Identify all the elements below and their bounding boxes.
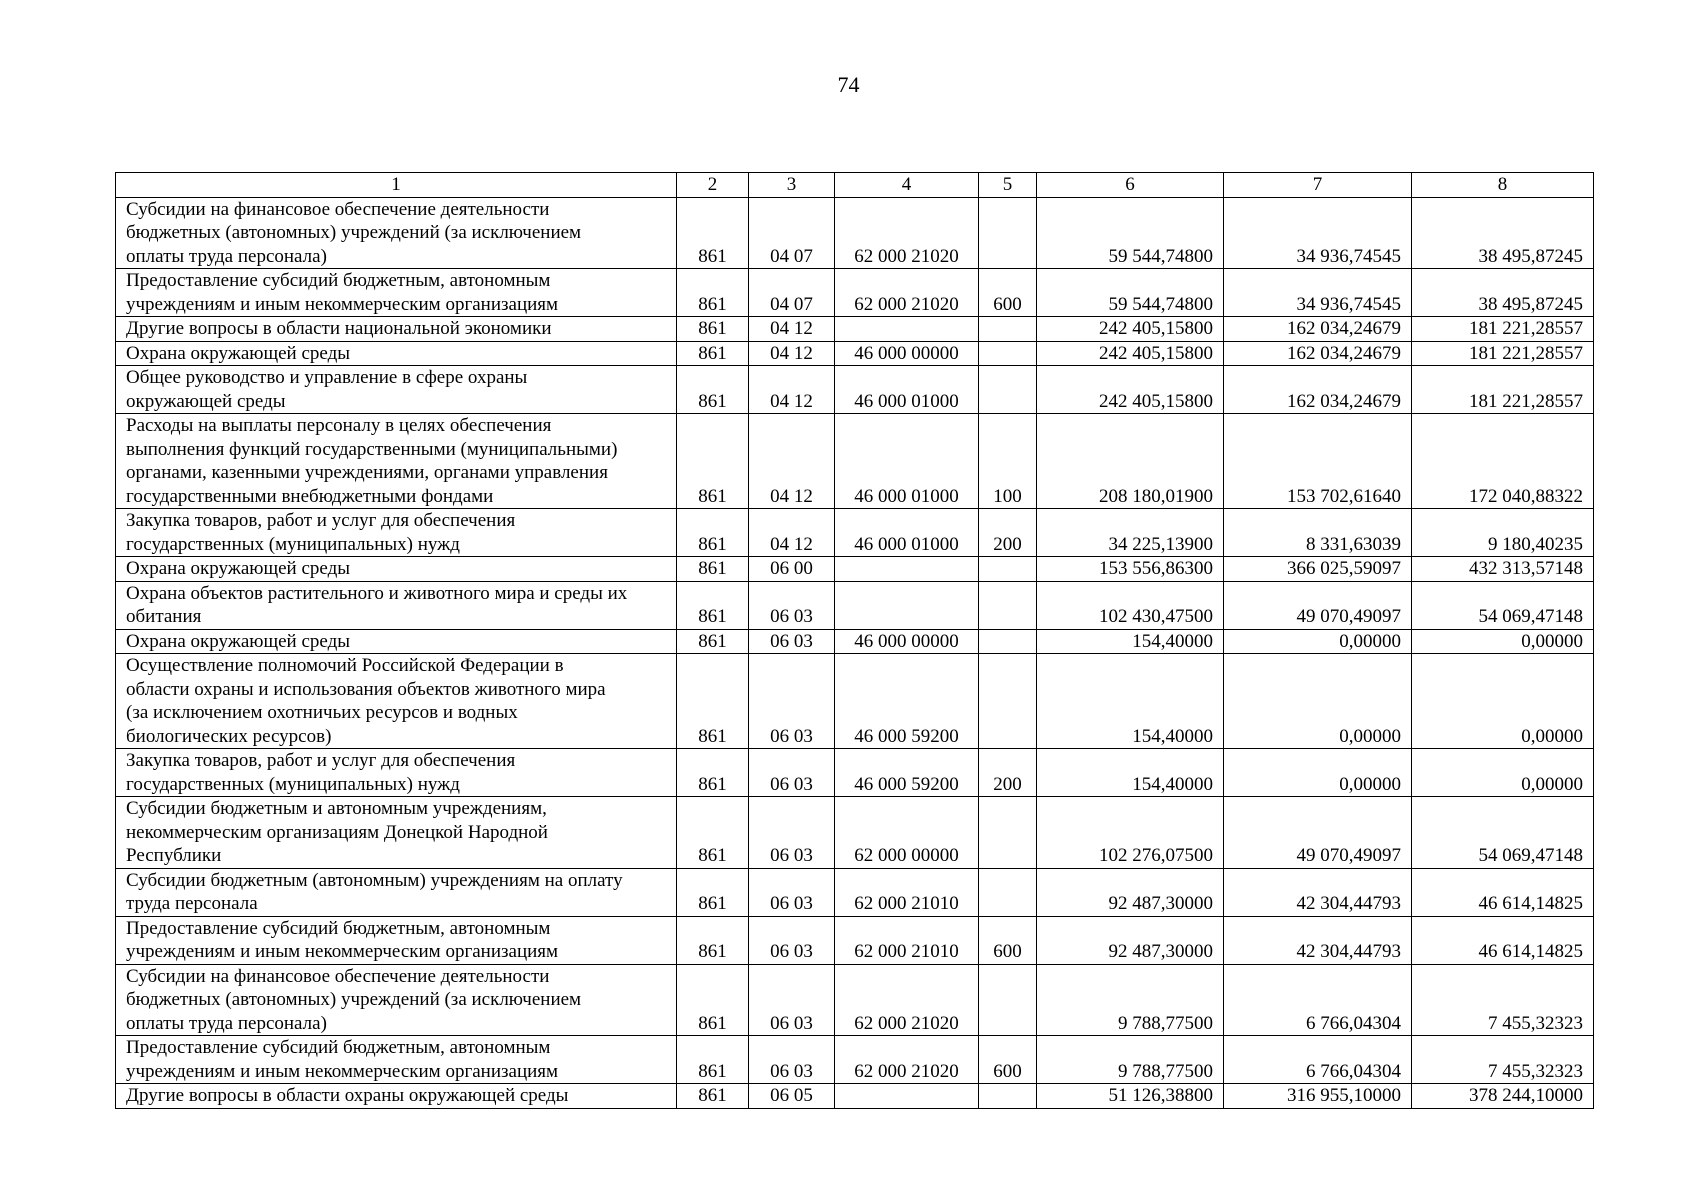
cell-amount-col7: 162 034,24679 (1224, 317, 1412, 342)
table-row (116, 366, 1594, 414)
cell-item-name (116, 629, 677, 654)
item-name-line: государственными внебюджетными фондами (126, 485, 494, 507)
cell-amount-col8: 38 495,87245 (1412, 197, 1594, 269)
cell-admin-code: 861 (677, 916, 749, 964)
cell-admin-code: 861 (677, 797, 749, 869)
cell-amount-col8: 432 313,57148 (1412, 557, 1594, 582)
cell-amount-col6: 59 544,74800 (1037, 197, 1224, 269)
cell-admin-code: 861 (677, 868, 749, 916)
table-row (116, 581, 1594, 629)
cell-expense-type: 600 (979, 269, 1037, 317)
header-col-1: 1 (116, 173, 677, 198)
item-name-line: Предоставление субсидий бюджетным, автономным (126, 1037, 551, 1058)
cell-amount-col8: 378 244,10000 (1412, 1084, 1594, 1109)
cell-expense-type (979, 581, 1037, 629)
item-name-line: Предоставление субсидий бюджетным, автономным (126, 270, 551, 291)
cell-amount-col6: 242 405,15800 (1037, 366, 1224, 414)
item-name-line: Субсидии бюджетным и автономным учреждениям, (126, 798, 547, 819)
item-name-line: Общее руководство и управление в сфере охраны (126, 367, 528, 388)
cell-amount-col6: 9 788,77500 (1037, 1036, 1224, 1084)
cell-item-name (116, 197, 677, 269)
item-name-line: Субсидии на финансовое обеспечение деятельности (126, 965, 550, 987)
cell-amount-col8: 7 455,32323 (1412, 964, 1594, 1036)
cell-amount-col8: 46 614,14825 (1412, 916, 1594, 964)
item-name-line: бюджетных (автономных) учреждений (за исключением (126, 222, 582, 243)
cell-target-code: 46 000 00000 (835, 629, 979, 654)
header-row (116, 173, 1594, 198)
item-name-line: Охрана окружающей среды (126, 342, 351, 364)
cell-amount-col7: 42 304,44793 (1224, 868, 1412, 916)
cell-item-name (116, 341, 677, 366)
cell-expense-type (979, 1084, 1037, 1109)
item-name-line: органами, казенными учреждениями, органами управления (126, 462, 608, 483)
cell-amount-col6: 92 487,30000 (1037, 868, 1224, 916)
cell-expense-type (979, 654, 1037, 749)
cell-amount-col7: 162 034,24679 (1224, 366, 1412, 414)
cell-admin-code: 861 (677, 341, 749, 366)
cell-amount-col8: 9 180,40235 (1412, 509, 1594, 557)
cell-expense-type: 600 (979, 916, 1037, 964)
cell-amount-col8: 54 069,47148 (1412, 581, 1594, 629)
cell-target-code (835, 1084, 979, 1109)
cell-section-code: 06 03 (749, 654, 835, 749)
cell-target-code: 62 000 21020 (835, 1036, 979, 1084)
item-name-line: государственных (муниципальных) нужд (126, 533, 460, 555)
cell-section-code: 06 03 (749, 916, 835, 964)
cell-section-code: 06 03 (749, 964, 835, 1036)
cell-amount-col6: 208 180,01900 (1037, 414, 1224, 509)
item-name-line: бюджетных (автономных) учреждений (за исключением (126, 989, 582, 1010)
item-name-line: учреждениям и иным некоммерческим организациям (126, 293, 559, 315)
cell-section-code: 04 07 (749, 269, 835, 317)
item-name-line: (за исключением охотничьих ресурсов и водных (126, 702, 518, 723)
cell-section-code: 06 00 (749, 557, 835, 582)
item-name-line: Охрана объектов растительного и животного мира и среды их (126, 582, 628, 604)
cell-item-name (116, 509, 677, 557)
cell-expense-type: 200 (979, 509, 1037, 557)
header-col-8: 8 (1412, 173, 1594, 198)
cell-amount-col6: 154,40000 (1037, 749, 1224, 797)
cell-amount-col6: 34 225,13900 (1037, 509, 1224, 557)
table-row (116, 797, 1594, 869)
cell-amount-col6: 154,40000 (1037, 629, 1224, 654)
cell-item-name (116, 749, 677, 797)
item-name-line: Осуществление полномочий Российской Федерации в (126, 655, 564, 676)
header-col-5: 5 (979, 173, 1037, 198)
item-name-line: выполнения функций государственными (муниципальными) (126, 438, 618, 460)
item-name-line: Закупка товаров, работ и услуг для обеспечения (126, 510, 516, 531)
cell-amount-col6: 59 544,74800 (1037, 269, 1224, 317)
cell-section-code: 06 03 (749, 581, 835, 629)
cell-item-name (116, 868, 677, 916)
cell-section-code: 04 12 (749, 414, 835, 509)
cell-admin-code: 861 (677, 654, 749, 749)
cell-section-code: 04 12 (749, 317, 835, 342)
item-name-line: Предоставление субсидий бюджетным, автономным (126, 917, 551, 939)
cell-item-name (116, 916, 677, 964)
cell-amount-col8: 0,00000 (1412, 749, 1594, 797)
item-name-line: государственных (муниципальных) нужд (126, 773, 460, 795)
cell-amount-col8: 181 221,28557 (1412, 366, 1594, 414)
cell-amount-col7: 6 766,04304 (1224, 964, 1412, 1036)
table-row (116, 414, 1594, 509)
cell-expense-type: 600 (979, 1036, 1037, 1084)
cell-target-code: 46 000 59200 (835, 749, 979, 797)
cell-admin-code: 861 (677, 964, 749, 1036)
cell-amount-col6: 242 405,15800 (1037, 341, 1224, 366)
cell-expense-type: 100 (979, 414, 1037, 509)
item-name-line: Субсидии на финансовое обеспечение деятельности (126, 198, 550, 220)
cell-admin-code: 861 (677, 197, 749, 269)
cell-item-name (116, 1084, 677, 1109)
cell-amount-col7: 0,00000 (1224, 654, 1412, 749)
cell-target-code: 46 000 01000 (835, 414, 979, 509)
cell-section-code: 06 03 (749, 629, 835, 654)
cell-amount-col8: 181 221,28557 (1412, 317, 1594, 342)
cell-expense-type (979, 964, 1037, 1036)
cell-item-name (116, 317, 677, 342)
item-name-line: Охрана окружающей среды (126, 558, 351, 579)
cell-amount-col6: 9 788,77500 (1037, 964, 1224, 1036)
cell-item-name (116, 964, 677, 1036)
table-row (116, 317, 1594, 342)
table-body (116, 197, 1594, 1108)
item-name-line: Другие вопросы в области национальной экономики (126, 318, 552, 339)
cell-amount-col8: 54 069,47148 (1412, 797, 1594, 869)
cell-target-code: 62 000 21010 (835, 868, 979, 916)
cell-target-code (835, 557, 979, 582)
table-row (116, 964, 1594, 1036)
cell-target-code: 46 000 01000 (835, 509, 979, 557)
cell-amount-col8: 172 040,88322 (1412, 414, 1594, 509)
header-col-4: 4 (835, 173, 979, 198)
cell-section-code: 06 05 (749, 1084, 835, 1109)
cell-expense-type (979, 629, 1037, 654)
cell-item-name (116, 797, 677, 869)
item-name-line: Расходы на выплаты персоналу в целях обеспечения (126, 415, 552, 436)
cell-amount-col8: 0,00000 (1412, 629, 1594, 654)
item-name-line: труда персонала (126, 893, 258, 914)
cell-section-code: 06 03 (749, 1036, 835, 1084)
cell-section-code: 06 03 (749, 868, 835, 916)
cell-amount-col7: 153 702,61640 (1224, 414, 1412, 509)
cell-amount-col7: 366 025,59097 (1224, 557, 1412, 582)
cell-amount-col7: 316 955,10000 (1224, 1084, 1412, 1109)
item-name-line: области охраны и использования объектов животного мира (126, 678, 606, 700)
table-row (116, 749, 1594, 797)
cell-expense-type (979, 197, 1037, 269)
cell-section-code: 04 12 (749, 509, 835, 557)
cell-admin-code: 861 (677, 414, 749, 509)
item-name-line: окружающей среды (126, 390, 286, 412)
cell-admin-code: 861 (677, 366, 749, 414)
table-row (116, 1036, 1594, 1084)
cell-amount-col7: 42 304,44793 (1224, 916, 1412, 964)
table-row (116, 868, 1594, 916)
cell-amount-col8: 38 495,87245 (1412, 269, 1594, 317)
cell-target-code (835, 317, 979, 342)
cell-target-code: 62 000 00000 (835, 797, 979, 869)
cell-target-code: 62 000 21020 (835, 269, 979, 317)
cell-amount-col7: 8 331,63039 (1224, 509, 1412, 557)
cell-expense-type (979, 366, 1037, 414)
cell-expense-type: 200 (979, 749, 1037, 797)
header-col-7: 7 (1224, 173, 1412, 198)
cell-item-name (116, 654, 677, 749)
cell-target-code: 46 000 00000 (835, 341, 979, 366)
cell-admin-code: 861 (677, 1036, 749, 1084)
item-name-line: Субсидии бюджетным (автономным) учреждениям на оплату (126, 869, 623, 891)
table-row (116, 557, 1594, 582)
cell-section-code: 06 03 (749, 797, 835, 869)
cell-expense-type (979, 317, 1037, 342)
item-name-line: обитания (126, 606, 202, 627)
cell-amount-col7: 34 936,74545 (1224, 269, 1412, 317)
cell-admin-code: 861 (677, 317, 749, 342)
table-row (116, 916, 1594, 964)
cell-item-name (116, 581, 677, 629)
table-row (116, 629, 1594, 654)
cell-amount-col6: 153 556,86300 (1037, 557, 1224, 582)
table-row (116, 269, 1594, 317)
cell-amount-col6: 102 276,07500 (1037, 797, 1224, 869)
cell-amount-col6: 154,40000 (1037, 654, 1224, 749)
table-row (116, 654, 1594, 749)
item-name-line: биологических ресурсов) (126, 725, 332, 747)
header-col-3: 3 (749, 173, 835, 198)
item-name-line: учреждениям и иным некоммерческим организациям (126, 1060, 559, 1082)
cell-admin-code: 861 (677, 581, 749, 629)
cell-target-code (835, 581, 979, 629)
cell-admin-code: 861 (677, 509, 749, 557)
item-name-line: Охрана окружающей среды (126, 630, 351, 652)
cell-item-name (116, 557, 677, 582)
item-name-line: Другие вопросы в области охраны окружающей среды (126, 1085, 569, 1106)
table-row (116, 197, 1594, 269)
cell-admin-code: 861 (677, 557, 749, 582)
table-row (116, 509, 1594, 557)
cell-section-code: 04 12 (749, 341, 835, 366)
cell-section-code: 04 07 (749, 197, 835, 269)
cell-item-name (116, 269, 677, 317)
cell-amount-col8: 7 455,32323 (1412, 1036, 1594, 1084)
cell-amount-col8: 181 221,28557 (1412, 341, 1594, 366)
cell-target-code: 62 000 21020 (835, 197, 979, 269)
table-row (116, 1084, 1594, 1109)
cell-amount-col7: 49 070,49097 (1224, 581, 1412, 629)
item-name-line: учреждениям и иным некоммерческим организациям (126, 941, 559, 962)
cell-admin-code: 861 (677, 749, 749, 797)
table-row (116, 341, 1594, 366)
cell-amount-col6: 51 126,38800 (1037, 1084, 1224, 1109)
cell-amount-col7: 0,00000 (1224, 749, 1412, 797)
item-name-line: оплаты труда персонала) (126, 245, 327, 267)
cell-admin-code: 861 (677, 269, 749, 317)
cell-amount-col6: 92 487,30000 (1037, 916, 1224, 964)
cell-item-name (116, 366, 677, 414)
cell-amount-col7: 0,00000 (1224, 629, 1412, 654)
cell-item-name (116, 1036, 677, 1084)
cell-section-code: 04 12 (749, 366, 835, 414)
cell-target-code: 46 000 59200 (835, 654, 979, 749)
cell-admin-code: 861 (677, 629, 749, 654)
cell-amount-col7: 6 766,04304 (1224, 1036, 1412, 1084)
cell-item-name (116, 414, 677, 509)
cell-amount-col8: 46 614,14825 (1412, 868, 1594, 916)
cell-amount-col7: 162 034,24679 (1224, 341, 1412, 366)
item-name-line: некоммерческим организациям Донецкой Народной (126, 821, 548, 843)
cell-target-code: 62 000 21020 (835, 964, 979, 1036)
cell-admin-code: 861 (677, 1084, 749, 1109)
cell-amount-col8: 0,00000 (1412, 654, 1594, 749)
cell-target-code: 62 000 21010 (835, 916, 979, 964)
cell-amount-col6: 102 430,47500 (1037, 581, 1224, 629)
header-col-6: 6 (1037, 173, 1224, 198)
cell-expense-type (979, 868, 1037, 916)
header-col-2: 2 (677, 173, 749, 198)
page-number: 74 (837, 72, 860, 97)
cell-amount-col6: 242 405,15800 (1037, 317, 1224, 342)
cell-amount-col7: 34 936,74545 (1224, 197, 1412, 269)
cell-target-code: 46 000 01000 (835, 366, 979, 414)
item-name-line: Республики (126, 845, 222, 866)
item-name-line: оплаты труда персонала) (126, 1012, 327, 1034)
cell-expense-type (979, 797, 1037, 869)
cell-expense-type (979, 557, 1037, 582)
budget-table (115, 172, 1594, 1109)
cell-amount-col7: 49 070,49097 (1224, 797, 1412, 869)
cell-expense-type (979, 341, 1037, 366)
item-name-line: Закупка товаров, работ и услуг для обеспечения (126, 750, 516, 771)
cell-section-code: 06 03 (749, 749, 835, 797)
